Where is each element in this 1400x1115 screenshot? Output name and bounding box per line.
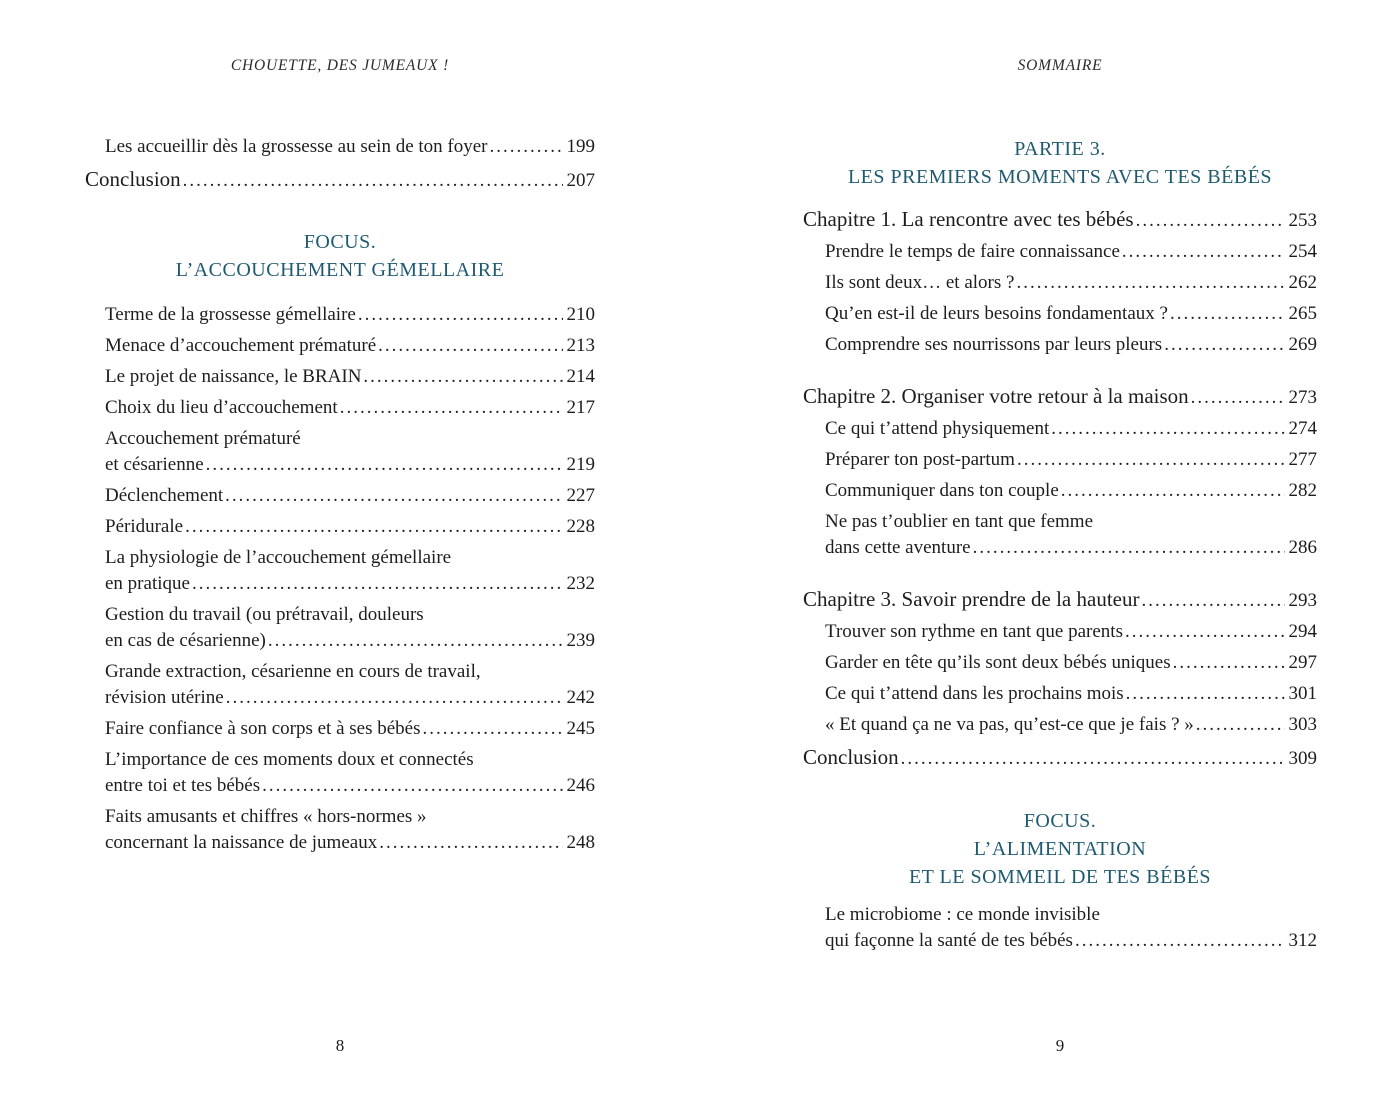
part-heading-line2: LES PREMIERS MOMENTS AVEC TES BÉBÉS: [847, 166, 1273, 188]
toc-entry: [803, 681, 1317, 707]
toc-entry: [85, 602, 595, 654]
dot-leader: [268, 628, 563, 654]
toc-entry-title: Faire confiance à son corps et à ses bébés: [105, 718, 421, 739]
toc-entry-title: et césarienne: [105, 454, 204, 475]
dot-leader: [378, 333, 562, 359]
dot-leader: [973, 535, 1285, 561]
toc-entry: [85, 364, 595, 390]
toc-entry-row: [825, 478, 1317, 504]
toc-entry-title: Communiquer dans ton couple: [825, 480, 1059, 501]
dot-leader: [340, 395, 563, 421]
toc-entry: [803, 301, 1317, 327]
toc-entry-row: [825, 619, 1317, 645]
dot-leader: [1191, 382, 1285, 412]
dot-leader: [901, 743, 1285, 773]
toc-entry-title-line1: La physiologie de l’accouchement gémellaire: [105, 547, 452, 568]
chapter-group-3: [803, 585, 1317, 738]
toc-entry-row: [803, 382, 1317, 412]
toc-entry-title: « Et quand ça ne va pas, qu’est-ce que je fais ? »: [825, 714, 1194, 735]
toc-entry-page: 265: [1288, 303, 1317, 324]
toc-entry-row: [105, 571, 595, 597]
toc-entry-row: [825, 650, 1317, 676]
toc-entry-page: 227: [566, 485, 595, 506]
toc-entry: [85, 514, 595, 540]
dot-leader: [1061, 478, 1285, 504]
toc-entry-title: qui façonne la santé de tes bébés: [825, 930, 1073, 951]
toc-entry-title: Déclenchement: [105, 485, 224, 506]
toc-entry-page: 207: [566, 170, 595, 191]
dot-leader: [1164, 332, 1284, 358]
dot-leader: [183, 165, 563, 195]
dot-leader: [1125, 619, 1285, 645]
toc-entry-page: 297: [1288, 652, 1317, 673]
toc-entry-title: Conclusion: [85, 167, 181, 191]
toc-entry: [803, 650, 1317, 676]
chapter-group-1: [803, 205, 1317, 358]
toc-entry-title: Garder en tête qu’ils sont deux bébés uniques: [825, 652, 1171, 673]
focus-heading-line3: ET LE SOMMEIL DE TES BÉBÉS: [908, 866, 1212, 888]
toc-entry-title-line1: Faits amusants et chiffres « hors-normes »: [105, 806, 427, 827]
part-heading-line1: PARTIE 3.: [1014, 138, 1106, 160]
toc-entry-row: [825, 239, 1317, 265]
toc-entry-title: Chapitre 3. Savoir prendre de la hauteur: [803, 587, 1140, 611]
toc-entry-title: en cas de césarienne): [105, 630, 266, 651]
toc-entry-page: 312: [1288, 930, 1317, 951]
toc-entry-page: 242: [566, 687, 595, 708]
dot-leader: [262, 773, 562, 799]
toc-entry: [85, 395, 595, 421]
toc-entry-page: 210: [566, 304, 595, 325]
toc-entry-row: [825, 332, 1317, 358]
dot-leader: [490, 134, 563, 160]
toc-entry-title: Ce qui t’attend physiquement: [825, 418, 1050, 439]
toc-entry-page: 273: [1288, 387, 1317, 408]
toc-entry-title: dans cette aventure: [825, 537, 971, 558]
toc-entry-row: [105, 452, 595, 478]
toc-entry-title: Chapitre 2. Organiser votre retour à la maison: [803, 384, 1189, 408]
page-right: [803, 0, 1317, 1115]
dot-leader: [1136, 205, 1285, 235]
toc-entry-title: Préparer ton post-partum: [825, 449, 1015, 470]
toc-entry-conclusion: [85, 165, 595, 195]
focus-heading-line1: FOCUS.: [303, 231, 377, 253]
toc-entry-title: Terme de la grossesse gémellaire: [105, 304, 356, 325]
page-number-left: 8: [335, 1036, 345, 1055]
dot-leader: [423, 716, 563, 742]
toc-entry-row: [825, 928, 1317, 954]
toc-entry: [803, 416, 1317, 442]
dot-leader: [1017, 447, 1285, 473]
toc-entry-row: [825, 270, 1317, 296]
chapter-title: [803, 382, 1317, 412]
toc-entry-title: Ils sont deux… et alors ?: [825, 272, 1015, 293]
toc-entry-title-line1: Le microbiome : ce monde invisible: [825, 904, 1100, 925]
dot-leader: [358, 302, 563, 328]
toc-entry-row: [803, 585, 1317, 615]
toc-entry-title: Comprendre ses nourrissons par leurs pleurs: [825, 334, 1163, 355]
toc-entry-row: [825, 535, 1317, 561]
toc-entry-page: 309: [1288, 748, 1317, 769]
toc-entry: [803, 712, 1317, 738]
focus-heading-line1: FOCUS.: [1023, 810, 1097, 832]
toc-entry-page: 262: [1288, 272, 1317, 293]
toc-entry-page: 248: [566, 832, 595, 853]
toc-entry-row: [803, 743, 1317, 773]
toc-entry-page: 213: [566, 335, 595, 356]
running-head-left: CHOUETTE, DES JUMEAUX !: [230, 57, 450, 74]
toc-entry-row: [105, 685, 595, 711]
toc-entry-title: Ce qui t’attend dans les prochains mois: [825, 683, 1124, 704]
toc-entry-page: 274: [1288, 418, 1317, 439]
toc-entry: [803, 239, 1317, 265]
toc-entry-page: 293: [1288, 590, 1317, 611]
toc-entry-page: 217: [566, 397, 595, 418]
toc-entry: [85, 545, 595, 597]
toc-entry: [85, 804, 595, 856]
toc-entry-title: en pratique: [105, 573, 190, 594]
dot-leader: [379, 830, 562, 856]
toc-entry-row: [105, 716, 595, 742]
focus-heading-left: [85, 228, 595, 284]
toc-entry-page: 303: [1288, 714, 1317, 735]
focus-heading-line2: L’ACCOUCHEMENT GÉMELLAIRE: [175, 259, 505, 281]
toc-entry: [803, 619, 1317, 645]
toc-entry-title: Les accueillir dès la grossesse au sein de ton foyer: [105, 136, 488, 157]
toc-entry-row: [105, 364, 595, 390]
toc-entry-title: Qu’en est-il de leurs besoins fondamentaux ?: [825, 303, 1168, 324]
toc-entry-title: concernant la naissance de jumeaux: [105, 832, 378, 853]
toc-entry-page: 239: [566, 630, 595, 651]
toc-entry: [85, 302, 595, 328]
dot-leader: [206, 452, 563, 478]
toc-entry-conclusion: [803, 743, 1317, 773]
chapter-group-2: [803, 382, 1317, 561]
focus-heading-line2: L’ALIMENTATION: [973, 838, 1147, 860]
toc-entry: [85, 483, 595, 509]
toc-entry-title: Trouver son rythme en tant que parents: [825, 621, 1123, 642]
toc-entry: [803, 509, 1317, 561]
toc-entry-page: 254: [1288, 241, 1317, 262]
toc-entry-title: Chapitre 1. La rencontre avec tes bébés: [803, 207, 1134, 231]
toc-entry: [803, 447, 1317, 473]
toc-entry: [85, 747, 595, 799]
toc-entry-title: Péridurale: [105, 516, 184, 537]
page-number-right: 9: [1055, 1036, 1065, 1055]
toc-entry-row: [803, 205, 1317, 235]
toc-entry-page: 269: [1288, 334, 1317, 355]
toc-entry: [85, 426, 595, 478]
toc-entry-page: 246: [566, 775, 595, 796]
toc-entry-page: 282: [1288, 480, 1317, 501]
toc-entry-page: 286: [1288, 537, 1317, 558]
toc-entry-row: [105, 514, 595, 540]
toc-entry-row: [105, 302, 595, 328]
toc-entry-row: [105, 395, 595, 421]
toc-entry-row: [105, 333, 595, 359]
dot-leader: [226, 685, 563, 711]
toc-entry-row: [825, 301, 1317, 327]
toc-entry-title-line1: Grande extraction, césarienne en cours de travail,: [105, 661, 481, 682]
toc-entry-row: [105, 134, 595, 160]
dot-leader: [1016, 270, 1284, 296]
dot-leader: [185, 514, 562, 540]
toc-entry: [803, 332, 1317, 358]
page-left: [85, 0, 595, 1115]
focus-entries-left: [85, 302, 595, 856]
toc-left: [85, 134, 595, 861]
toc-entry-page: 214: [566, 366, 595, 387]
toc-entry-row: [825, 681, 1317, 707]
toc-entry-title-line1: Ne pas t’oublier en tant que femme: [825, 511, 1094, 532]
toc-entry-title: Menace d’accouchement prématuré: [105, 335, 377, 356]
toc-entry-row: [85, 165, 595, 195]
toc-entry-page: 232: [566, 573, 595, 594]
toc-entry-row: [825, 712, 1317, 738]
focus-heading-right: [803, 807, 1317, 891]
dot-leader: [1196, 712, 1285, 738]
toc-entry-page: 277: [1288, 449, 1317, 470]
toc-entry: [85, 716, 595, 742]
toc-entry-title-line1: Gestion du travail (ou prétravail, douleurs: [105, 604, 424, 625]
chapter-title: [803, 205, 1317, 235]
toc-entry: [803, 902, 1317, 954]
dot-leader: [1126, 681, 1285, 707]
dot-leader: [363, 364, 562, 390]
toc-entry-row: [105, 483, 595, 509]
dot-leader: [1122, 239, 1285, 265]
toc-entry-title: entre toi et tes bébés: [105, 775, 261, 796]
toc-entry-page: 253: [1288, 210, 1317, 231]
toc-entry-title: Prendre le temps de faire connaissance: [825, 241, 1120, 262]
chapter-title: [803, 585, 1317, 615]
toc-entry-row: [825, 447, 1317, 473]
toc-entry-row: [825, 416, 1317, 442]
toc-entry-page: 294: [1288, 621, 1317, 642]
toc-entry-page: 301: [1288, 683, 1317, 704]
toc-entry: [803, 478, 1317, 504]
part-heading: [803, 135, 1317, 191]
dot-leader: [1075, 928, 1285, 954]
toc-entry-page: 199: [566, 136, 595, 157]
toc-entry: [803, 270, 1317, 296]
dot-leader: [192, 571, 563, 597]
toc-entry-title: révision utérine: [105, 687, 224, 708]
dot-leader: [1173, 650, 1285, 676]
toc-entry: [85, 134, 595, 160]
toc-right: [803, 135, 1317, 959]
toc-entry-page: 228: [566, 516, 595, 537]
toc-entry: [85, 659, 595, 711]
dot-leader: [1141, 585, 1284, 615]
running-head-right: SOMMAIRE: [1017, 57, 1103, 74]
toc-entry-title-line1: Accouchement prématuré: [105, 428, 301, 449]
toc-entry: [85, 333, 595, 359]
toc-entry-row: [105, 830, 595, 856]
toc-entry-title: Conclusion: [803, 745, 899, 769]
toc-entry-page: 245: [566, 718, 595, 739]
toc-entry-title-line1: L’importance de ces moments doux et connectés: [105, 749, 474, 770]
dot-leader: [1051, 416, 1284, 442]
toc-entry-title: Choix du lieu d’accouchement: [105, 397, 338, 418]
toc-entry-title: Le projet de naissance, le BRAIN: [105, 366, 362, 387]
toc-entry-row: [105, 773, 595, 799]
dot-leader: [1170, 301, 1285, 327]
dot-leader: [225, 483, 562, 509]
toc-entry-page: 219: [566, 454, 595, 475]
toc-entry-row: [105, 628, 595, 654]
